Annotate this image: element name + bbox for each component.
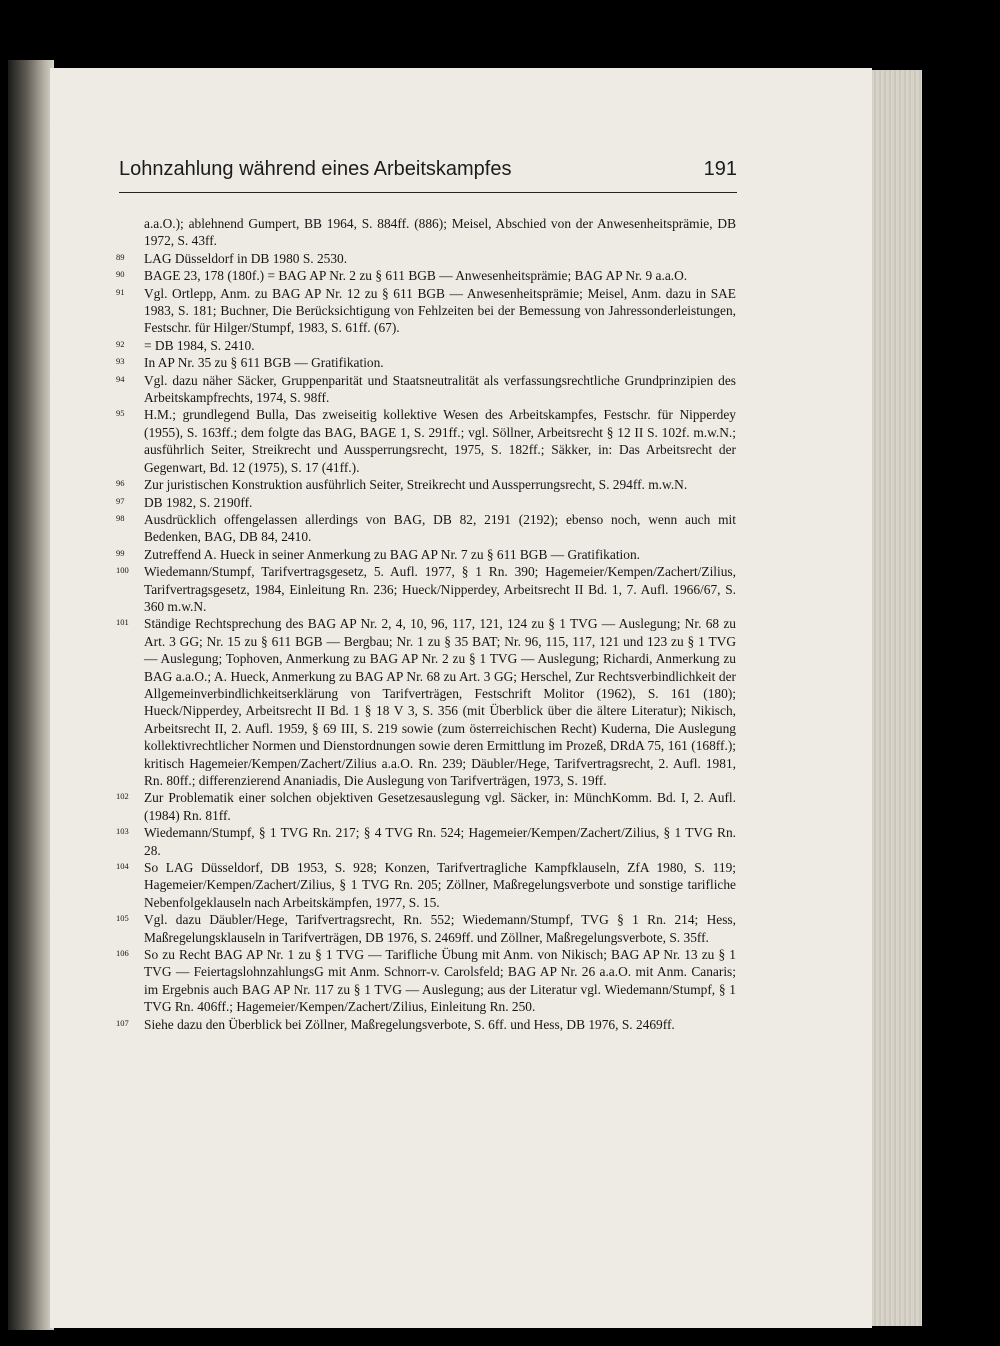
footnote-number: 104 (116, 861, 129, 872)
footnote (116, 285, 736, 337)
footnote-text: Zur juristischen Konstruktion ausführlich Seiter, Streikrecht und Aussperrungsrecht, S. 294ff. m.w.N. (144, 477, 688, 493)
footnote-text: = DB 1984, S. 2410. (144, 337, 255, 353)
book-edge-left (8, 60, 54, 1330)
footnote (116, 789, 736, 824)
footnote-text: Vgl. dazu näher Säcker, Gruppenparität und Staatsneutralität als verfassungsrechtliche Grundprinzipien des Arbeitskampfrechts, 1974, S. 98ff. (144, 372, 736, 406)
footnote-number: 96 (116, 478, 125, 489)
footnote (116, 267, 736, 284)
footnote-text: Vgl. Ortlepp, Anm. zu BAG AP Nr. 12 zu § 611 BGB — Anwesenheitsprämie; Meisel, Anm. dazu in SAE 1983, S. 181; Buchner, Die Berücksichtigung von Fehlzeiten bei der Bemessung von Jahressonderleistungen, Festschr. für Hilger/Stumpf, 1983, S. 61ff. (67). (144, 285, 736, 336)
footnote-number: 99 (116, 547, 125, 558)
footnote-text: Ständige Rechtsprechung des BAG AP Nr. 2, 4, 10, 96, 117, 121, 124 zu § 1 TVG — Auslegung; Nr. 68 zu Art. 3 GG; Nr. 15 zu § 611 BGB — Bergbau; Nr. 1 zu § 35 BAT; Nr. 96, 115, 117, 121 und 123 zu § 1 TVG — Auslegung; Tophoven, Anmerkung zu BAG AP Nr. 2 zu § 1 TVG — Auslegung; Richardi, Anmerkung zu BAG a.a.O.; A. Hueck, Anmerkung zu BAG AP Nr. 68 zu Art. 3 GG; Herschel, Zur Rechtsverbindlichkeit der Allgemeinverbindlichkeitserklärung von Tarifverträgen, Festschrift Molitor (1962), S. 161 (180); Hueck/Nipperdey, Arbeitsrecht II Bd. 1 § 18 V 3, S. 356 (mit Überblick über die ältere Literatur); Nikisch, Arbeitsrecht II, 2. Aufl. 1959, § 69 III, S. 219 sowie (zum österreichischen Recht) Kuderna, Die Auslegung kollektivrechtlicher Normen und Dienstordnungen sowie deren Ermittlung im Prozeß, DRdA 75, 161 (168ff.); kritisch Hagemeier/Kempen/Zachert/Zilius a.a.O. Rn. 239; Däubler/Hege, Tarifvertragsrecht, 2. Aufl. 1981, Rn. 80ff.; differenzierend Ananiadis, Die Auslegung von Tarifverträgen, 1973, S. 19ff. (144, 616, 736, 788)
footnote-text: So zu Recht BAG AP Nr. 1 zu § 1 TVG — Tarifliche Übung mit Anm. von Nikisch; BAG AP Nr. 13 zu § 1 TVG — FeiertagslohnzahlungsG mit Anm. Schnorr-v. Carolsfeld; BAG AP Nr. 26 a.a.O. mit Anm. Canaris; im Ergebnis auch BAG AP Nr. 117 zu § 1 TVG — Auslegung; aus der Literatur vgl. Wiedemann/Stumpf, § 1 TVG Rn. 406ff.; Hagemeier/Kempen/Zachert/Zilius, Einleitung Rn. 250. (144, 947, 736, 1015)
footnote (116, 250, 736, 267)
running-head (119, 158, 737, 193)
footnote-number: 89 (116, 251, 125, 262)
footnote (116, 563, 736, 615)
footnote (116, 476, 736, 493)
footnote-text: BAGE 23, 178 (180f.) = BAG AP Nr. 2 zu § 611 BGB — Anwesenheitsprämie; BAG AP Nr. 9 a.a.O. (144, 268, 688, 284)
footnote-number: 97 (116, 495, 125, 506)
footnote-text: So LAG Düsseldorf, DB 1953, S. 928; Konzen, Tarifvertragliche Kampfklauseln, ZfA 1980, S. 119; Hagemeier/Kempen/Zachert/Zilius, § 1 TVG Rn. 205; Zöllner, Maßregelungsverbote und sonstige tarifliche Nebenfolgeklauseln nach Arbeitskämpfen, 1977, S. 15. (144, 860, 736, 910)
footnote-number: 95 (116, 408, 125, 419)
footnote (116, 911, 736, 946)
footnote (116, 859, 736, 911)
footnote-number: 92 (116, 338, 125, 349)
footnote-text: Vgl. dazu Däubler/Hege, Tarifvertragsrecht, Rn. 552; Wiedemann/Stumpf, TVG § 1 Rn. 214; Hess, Maßregelungsklauseln in Tarifverträgen, DB 1976, S. 2469ff. und Zöllner, Maßregelungsverbote, S. 35ff. (144, 912, 736, 945)
footnote-number (116, 215, 144, 216)
footnote-text: LAG Düsseldorf in DB 1980 S. 2530. (144, 250, 348, 266)
footnote-number: 105 (116, 913, 129, 924)
footnote-number: 103 (116, 826, 129, 837)
footnote (116, 615, 736, 789)
footnote (116, 372, 736, 407)
footnote-text: Wiedemann/Stumpf, Tarifvertragsgesetz, 5. Aufl. 1977, § 1 Rn. 390; Hagemeier/Kempen/Zachert/Zilius, Tarifvertragsgesetz, 1984, Einleitung Rn. 236; Hueck/Nipperdey, Arbeitsrecht II Bd. 1, 7. Aufl. 1966/67, S. 360 m.w.N. (144, 564, 736, 614)
footnote-number: 91 (116, 286, 125, 297)
footnote (116, 1016, 736, 1033)
footnotes-block (116, 215, 736, 1033)
footnote-text: Zur Problematik einer solchen objektiven Gesetzesauslegung vgl. Säcker, in: MünchKomm. Bd. I, 2. Aufl. (1984) Rn. 81ff. (144, 790, 736, 823)
footnote (116, 337, 736, 354)
footnote (116, 406, 736, 476)
footnote (116, 824, 736, 859)
footnote (116, 215, 736, 250)
footnote (116, 354, 736, 371)
footnote-number: 100 (116, 565, 129, 576)
footnote-number: 101 (116, 617, 129, 628)
running-title: Lohnzahlung während eines Arbeitskampfes (119, 158, 512, 180)
footnote (116, 511, 736, 546)
footnote-text: Siehe dazu den Überblick bei Zöllner, Maßregelungsverbote, S. 6ff. und Hess, DB 1976, S. 2469ff. (144, 1016, 675, 1032)
footnote-number: 102 (116, 791, 129, 802)
footnote-text: a.a.O.); ablehnend Gumpert, BB 1964, S. 884ff. (886); Meisel, Abschied von der Anwesenheitsprämie, DB 1972, S. 43ff. (144, 216, 736, 249)
footnote-text: H.M.; grundlegend Bulla, Das zweiseitig kollektive Wesen des Arbeitskampfes, Festschr. für Nipperdey (1955), S. 163ff.; dem folgte das BAG, BAGE 1, S. 291ff.; vgl. Söllner, Arbeitsrecht § 12 II S. 102f. m.w.N.; ausführlich Seiter, Streikrecht und Aussperrungsrecht, 1975, S. 182ff.; Säkker, in: Das Arbeitsrecht der Gegenwart, Bd. 12 (1975), S. 17 (41ff.). (144, 407, 736, 475)
footnote-number: 94 (116, 373, 125, 384)
footnote-text: Zutreffend A. Hueck in seiner Anmerkung zu BAG AP Nr. 7 zu § 611 BGB — Gratifikation. (144, 546, 640, 562)
footnote (116, 946, 736, 1016)
book-page-edges (872, 70, 922, 1326)
page-number: 191 (703, 158, 737, 180)
footnote-text: DB 1982, S. 2190ff. (144, 494, 253, 510)
footnote-number: 90 (116, 269, 125, 280)
footnote-number: 93 (116, 356, 125, 367)
footnote-text: Ausdrücklich offengelassen allerdings von BAG, DB 82, 2191 (2192); ebenso noch, wenn auch mit Bedenken, BAG, DB 84, 2410. (144, 511, 736, 545)
footnote-number: 98 (116, 512, 125, 523)
footnote (116, 494, 736, 511)
footnote (116, 546, 736, 563)
footnote-number: 107 (116, 1017, 129, 1028)
footnote-text: In AP Nr. 35 zu § 611 BGB — Gratifikation. (144, 355, 384, 371)
footnote-text: Wiedemann/Stumpf, § 1 TVG Rn. 217; § 4 TVG Rn. 524; Hagemeier/Kempen/Zachert/Zilius, § 1 TVG Rn. 28. (144, 825, 736, 858)
footnote-number: 106 (116, 948, 129, 959)
